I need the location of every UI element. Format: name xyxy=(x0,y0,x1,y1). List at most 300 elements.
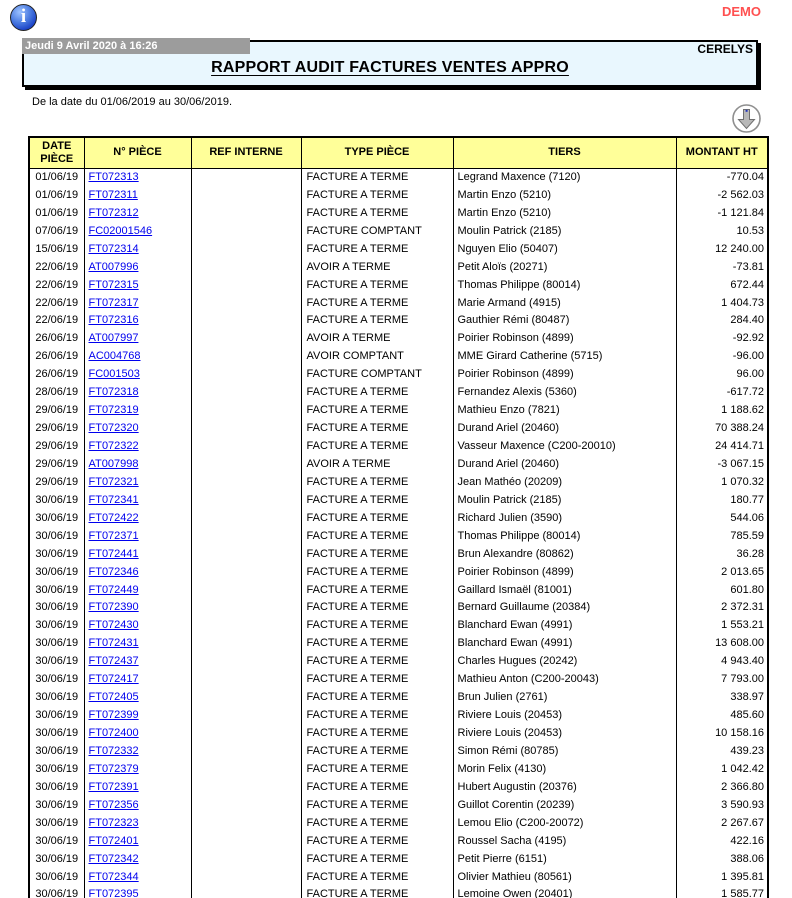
piece-link[interactable]: FT072441 xyxy=(88,547,139,560)
cell-montant-ht: 96.00 xyxy=(676,365,768,383)
cell-tiers: Petit Pierre (6151) xyxy=(453,850,676,868)
piece-link[interactable]: FT072342 xyxy=(88,852,139,865)
cell-ref-interne xyxy=(191,545,301,563)
cell-no-piece xyxy=(84,742,191,760)
cell-date-piece: 30/06/19 xyxy=(29,742,84,760)
cell-no-piece xyxy=(84,886,191,898)
cell-date-piece: 30/06/19 xyxy=(29,868,84,886)
col-header-date-piece: DATE PIÈCE xyxy=(29,137,84,168)
cell-date-piece: 22/06/19 xyxy=(29,258,84,276)
cell-tiers: Durand Ariel (20460) xyxy=(453,455,676,473)
cell-date-piece: 22/06/19 xyxy=(29,312,84,330)
cell-date-piece: 22/06/19 xyxy=(29,276,84,294)
cell-montant-ht: 24 414.71 xyxy=(676,437,768,455)
cell-ref-interne xyxy=(191,294,301,312)
piece-link[interactable]: FT072399 xyxy=(88,709,139,722)
cell-montant-ht: -617.72 xyxy=(676,383,768,401)
cell-tiers: Vasseur Maxence (C200-20010) xyxy=(453,437,676,455)
col-header-type-piece: TYPE PIÈCE xyxy=(301,137,453,168)
cell-date-piece: 30/06/19 xyxy=(29,814,84,832)
cell-no-piece xyxy=(84,814,191,832)
piece-link[interactable]: FT072395 xyxy=(88,887,139,898)
company-name: CERELYS xyxy=(697,42,753,56)
table-row xyxy=(29,491,768,509)
cell-montant-ht: 2 366.80 xyxy=(676,778,768,796)
report-datetime: Jeudi 9 Avril 2020 à 16:26 xyxy=(22,38,250,54)
cell-type-piece: FACTURE A TERME xyxy=(301,383,453,401)
table-row xyxy=(29,832,768,850)
cell-tiers: MME Girard Catherine (5715) xyxy=(453,347,676,365)
cell-ref-interne xyxy=(191,706,301,724)
piece-link[interactable]: FT072332 xyxy=(88,744,139,757)
cell-montant-ht: 284.40 xyxy=(676,312,768,330)
cell-ref-interne xyxy=(191,419,301,437)
piece-link[interactable]: AT007996 xyxy=(88,260,139,273)
cell-type-piece: FACTURE A TERME xyxy=(301,760,453,778)
cell-ref-interne xyxy=(191,796,301,814)
cell-tiers: Brun Julien (2761) xyxy=(453,688,676,706)
cell-tiers: Mathieu Anton (C200-20043) xyxy=(453,670,676,688)
demo-watermark: DEMO xyxy=(722,4,761,19)
cell-tiers: Martin Enzo (5210) xyxy=(453,186,676,204)
piece-link[interactable]: FT072341 xyxy=(88,493,139,506)
cell-type-piece: FACTURE A TERME xyxy=(301,473,453,491)
cell-montant-ht: 2 267.67 xyxy=(676,814,768,832)
cell-montant-ht: -73.81 xyxy=(676,258,768,276)
cell-ref-interne xyxy=(191,365,301,383)
cell-date-piece: 26/06/19 xyxy=(29,347,84,365)
piece-link[interactable]: FT072430 xyxy=(88,619,139,632)
col-header-no-piece: N° PIÈCE xyxy=(84,137,191,168)
cell-montant-ht: 10.53 xyxy=(676,222,768,240)
cell-no-piece xyxy=(84,204,191,222)
cell-montant-ht: 338.97 xyxy=(676,688,768,706)
cell-type-piece: FACTURE A TERME xyxy=(301,616,453,634)
table-row xyxy=(29,886,768,898)
piece-link[interactable]: FT072449 xyxy=(88,583,139,596)
piece-link[interactable]: FT072390 xyxy=(88,601,139,614)
cell-date-piece: 30/06/19 xyxy=(29,760,84,778)
cell-montant-ht: 1 585.77 xyxy=(676,886,768,898)
cell-montant-ht: -770.04 xyxy=(676,168,768,186)
cell-tiers: Guillot Corentin (20239) xyxy=(453,796,676,814)
cell-no-piece xyxy=(84,688,191,706)
cell-montant-ht: 439.23 xyxy=(676,742,768,760)
piece-link[interactable]: FT072437 xyxy=(88,655,139,668)
cell-date-piece: 30/06/19 xyxy=(29,545,84,563)
table-row xyxy=(29,616,768,634)
piece-link[interactable]: FT072322 xyxy=(88,440,139,453)
cell-date-piece: 30/06/19 xyxy=(29,724,84,742)
cell-date-piece: 30/06/19 xyxy=(29,778,84,796)
cell-montant-ht: 12 240.00 xyxy=(676,240,768,258)
piece-link[interactable]: FT072311 xyxy=(88,188,138,201)
cell-type-piece: FACTURE A TERME xyxy=(301,742,453,760)
cell-no-piece xyxy=(84,581,191,599)
cell-montant-ht: 388.06 xyxy=(676,850,768,868)
cell-date-piece: 29/06/19 xyxy=(29,419,84,437)
piece-link[interactable]: FT072312 xyxy=(88,206,139,219)
invoice-table-body xyxy=(29,168,768,898)
cell-montant-ht: -3 067.15 xyxy=(676,455,768,473)
cell-ref-interne xyxy=(191,455,301,473)
piece-link[interactable]: FT072319 xyxy=(88,404,139,417)
cell-no-piece xyxy=(84,437,191,455)
cell-tiers: Blanchard Ewan (4991) xyxy=(453,616,676,634)
cell-tiers: Lemou Elio (C200-20072) xyxy=(453,814,676,832)
cell-ref-interne xyxy=(191,868,301,886)
piece-link[interactable]: FT072318 xyxy=(88,386,139,399)
invoice-table xyxy=(28,136,769,898)
cell-ref-interne xyxy=(191,850,301,868)
cell-no-piece xyxy=(84,186,191,204)
cell-no-piece xyxy=(84,616,191,634)
date-range-subtitle: De la date du 01/06/2019 au 30/06/2019. xyxy=(32,96,233,108)
col-header-tiers: TIERS xyxy=(453,137,676,168)
piece-link[interactable]: FT072323 xyxy=(88,816,139,829)
cell-type-piece: FACTURE A TERME xyxy=(301,814,453,832)
cell-ref-interne xyxy=(191,204,301,222)
cell-ref-interne xyxy=(191,616,301,634)
table-row xyxy=(29,329,768,347)
cell-tiers: Roussel Sacha (4195) xyxy=(453,832,676,850)
cell-montant-ht: 10 158.16 xyxy=(676,724,768,742)
cell-no-piece xyxy=(84,401,191,419)
cell-montant-ht: 544.06 xyxy=(676,509,768,527)
cell-ref-interne xyxy=(191,599,301,617)
cell-montant-ht: 1 188.62 xyxy=(676,401,768,419)
cell-montant-ht: 2 372.31 xyxy=(676,599,768,617)
cell-tiers: Legrand Maxence (7120) xyxy=(453,168,676,186)
cell-type-piece: FACTURE A TERME xyxy=(301,419,453,437)
cell-montant-ht: 601.80 xyxy=(676,581,768,599)
cell-type-piece: FACTURE A TERME xyxy=(301,240,453,258)
table-row xyxy=(29,868,768,886)
piece-link[interactable]: AC004768 xyxy=(88,350,141,363)
piece-link[interactable]: FT072346 xyxy=(88,565,139,578)
cell-ref-interne xyxy=(191,832,301,850)
invoice-table-header xyxy=(29,137,768,168)
cell-tiers: Marie Armand (4915) xyxy=(453,294,676,312)
info-icon-glyph: i xyxy=(20,6,27,27)
col-header-montant-ht: MONTANT HT xyxy=(676,137,768,168)
cell-ref-interne xyxy=(191,401,301,419)
cell-date-piece: 30/06/19 xyxy=(29,616,84,634)
cell-date-piece: 07/06/19 xyxy=(29,222,84,240)
cell-type-piece: FACTURE A TERME xyxy=(301,491,453,509)
cell-tiers: Lemoine Owen (20401) xyxy=(453,886,676,898)
table-row xyxy=(29,742,768,760)
cell-type-piece: FACTURE A TERME xyxy=(301,168,453,186)
cell-type-piece: FACTURE A TERME xyxy=(301,509,453,527)
cell-tiers: Jean Mathéo (20209) xyxy=(453,473,676,491)
cell-tiers: Poirier Robinson (4899) xyxy=(453,365,676,383)
cell-type-piece: FACTURE A TERME xyxy=(301,652,453,670)
table-row xyxy=(29,634,768,652)
cell-montant-ht: 70 388.24 xyxy=(676,419,768,437)
cell-type-piece: FACTURE A TERME xyxy=(301,886,453,898)
cell-date-piece: 26/06/19 xyxy=(29,329,84,347)
cell-no-piece xyxy=(84,258,191,276)
cell-no-piece xyxy=(84,545,191,563)
cell-montant-ht: 7 793.00 xyxy=(676,670,768,688)
cell-date-piece: 29/06/19 xyxy=(29,473,84,491)
cell-type-piece: FACTURE A TERME xyxy=(301,796,453,814)
table-row xyxy=(29,760,768,778)
piece-link[interactable]: FT072344 xyxy=(88,870,139,883)
cell-montant-ht: -1 121.84 xyxy=(676,204,768,222)
piece-link[interactable]: FT072317 xyxy=(88,296,139,309)
cell-no-piece xyxy=(84,832,191,850)
piece-link[interactable]: FC02001546 xyxy=(88,224,153,237)
piece-link[interactable]: FT072400 xyxy=(88,727,139,740)
cell-no-piece xyxy=(84,329,191,347)
table-row xyxy=(29,186,768,204)
piece-link[interactable]: FT072321 xyxy=(88,475,139,488)
cell-montant-ht: 1 042.42 xyxy=(676,760,768,778)
cell-type-piece: FACTURE A TERME xyxy=(301,832,453,850)
table-row xyxy=(29,563,768,581)
cell-date-piece: 30/06/19 xyxy=(29,581,84,599)
cell-type-piece: FACTURE A TERME xyxy=(301,186,453,204)
piece-link[interactable]: FT072315 xyxy=(88,278,139,291)
cell-date-piece: 30/06/19 xyxy=(29,563,84,581)
cell-date-piece: 30/06/19 xyxy=(29,670,84,688)
cell-no-piece xyxy=(84,652,191,670)
table-row xyxy=(29,365,768,383)
cell-type-piece: FACTURE A TERME xyxy=(301,563,453,581)
cell-tiers: Charles Hugues (20242) xyxy=(453,652,676,670)
cell-ref-interne xyxy=(191,276,301,294)
cell-no-piece xyxy=(84,491,191,509)
cell-date-piece: 30/06/19 xyxy=(29,886,84,898)
cell-type-piece: FACTURE A TERME xyxy=(301,545,453,563)
table-row xyxy=(29,383,768,401)
cell-no-piece xyxy=(84,850,191,868)
table-row xyxy=(29,706,768,724)
cell-tiers: Thomas Philippe (80014) xyxy=(453,527,676,545)
cell-ref-interne xyxy=(191,634,301,652)
cell-ref-interne xyxy=(191,527,301,545)
cell-date-piece: 30/06/19 xyxy=(29,652,84,670)
cell-date-piece: 29/06/19 xyxy=(29,455,84,473)
cell-type-piece: FACTURE A TERME xyxy=(301,527,453,545)
cell-no-piece xyxy=(84,294,191,312)
table-row xyxy=(29,581,768,599)
piece-link[interactable]: FT072417 xyxy=(88,673,139,686)
cell-date-piece: 30/06/19 xyxy=(29,599,84,617)
cell-type-piece: AVOIR COMPTANT xyxy=(301,347,453,365)
cell-montant-ht: 3 590.93 xyxy=(676,796,768,814)
cell-montant-ht: 785.59 xyxy=(676,527,768,545)
cell-tiers: Simon Rémi (80785) xyxy=(453,742,676,760)
cell-montant-ht: -96.00 xyxy=(676,347,768,365)
table-row xyxy=(29,688,768,706)
cell-ref-interne xyxy=(191,886,301,898)
cell-date-piece: 30/06/19 xyxy=(29,491,84,509)
cell-type-piece: FACTURE A TERME xyxy=(301,670,453,688)
cell-date-piece: 29/06/19 xyxy=(29,401,84,419)
cell-tiers: Riviere Louis (20453) xyxy=(453,724,676,742)
piece-link[interactable]: FT072422 xyxy=(88,511,139,524)
cell-date-piece: 26/06/19 xyxy=(29,365,84,383)
table-row xyxy=(29,545,768,563)
piece-link[interactable]: FT072401 xyxy=(88,834,139,847)
table-row xyxy=(29,599,768,617)
table-row xyxy=(29,850,768,868)
table-row xyxy=(29,204,768,222)
cell-no-piece xyxy=(84,634,191,652)
cell-montant-ht: 36.28 xyxy=(676,545,768,563)
cell-tiers: Nguyen Elio (50407) xyxy=(453,240,676,258)
cell-type-piece: FACTURE A TERME xyxy=(301,706,453,724)
piece-link[interactable]: AT007998 xyxy=(88,457,139,470)
table-row xyxy=(29,312,768,330)
cell-ref-interne xyxy=(191,742,301,760)
cell-tiers: Riviere Louis (20453) xyxy=(453,706,676,724)
table-row xyxy=(29,778,768,796)
cell-ref-interne xyxy=(191,329,301,347)
cell-no-piece xyxy=(84,670,191,688)
cell-montant-ht: 2 013.65 xyxy=(676,563,768,581)
cell-montant-ht: 4 943.40 xyxy=(676,652,768,670)
cell-tiers: Fernandez Alexis (5360) xyxy=(453,383,676,401)
cell-tiers: Olivier Mathieu (80561) xyxy=(453,868,676,886)
cell-no-piece xyxy=(84,240,191,258)
down-arrow-icon[interactable] xyxy=(731,103,762,134)
cell-type-piece: FACTURE A TERME xyxy=(301,778,453,796)
table-row xyxy=(29,527,768,545)
cell-type-piece: FACTURE COMPTANT xyxy=(301,222,453,240)
cell-montant-ht: -92.92 xyxy=(676,329,768,347)
cell-type-piece: FACTURE A TERME xyxy=(301,401,453,419)
cell-date-piece: 30/06/19 xyxy=(29,832,84,850)
table-row xyxy=(29,347,768,365)
piece-link[interactable]: AT007997 xyxy=(88,332,139,345)
piece-link[interactable]: FT072371 xyxy=(88,529,139,542)
cell-no-piece xyxy=(84,347,191,365)
cell-type-piece: FACTURE A TERME xyxy=(301,437,453,455)
cell-montant-ht: 422.16 xyxy=(676,832,768,850)
cell-ref-interne xyxy=(191,240,301,258)
cell-ref-interne xyxy=(191,778,301,796)
cell-date-piece: 30/06/19 xyxy=(29,688,84,706)
cell-tiers: Morin Felix (4130) xyxy=(453,760,676,778)
cell-date-piece: 01/06/19 xyxy=(29,186,84,204)
piece-link[interactable]: FT072320 xyxy=(88,422,139,435)
cell-tiers: Thomas Philippe (80014) xyxy=(453,276,676,294)
cell-ref-interne xyxy=(191,222,301,240)
table-row xyxy=(29,814,768,832)
cell-ref-interne xyxy=(191,724,301,742)
piece-link[interactable]: FT072379 xyxy=(88,762,139,775)
info-icon[interactable] xyxy=(10,4,37,31)
piece-link[interactable]: FT072313 xyxy=(88,171,139,184)
cell-type-piece: FACTURE A TERME xyxy=(301,868,453,886)
cell-tiers: Richard Julien (3590) xyxy=(453,509,676,527)
cell-tiers: Brun Alexandre (80862) xyxy=(453,545,676,563)
cell-tiers: Gaillard Ismaël (81001) xyxy=(453,581,676,599)
cell-date-piece: 30/06/19 xyxy=(29,850,84,868)
cell-tiers: Moulin Patrick (2185) xyxy=(453,222,676,240)
cell-ref-interne xyxy=(191,258,301,276)
cell-no-piece xyxy=(84,383,191,401)
cell-ref-interne xyxy=(191,814,301,832)
cell-ref-interne xyxy=(191,760,301,778)
cell-no-piece xyxy=(84,760,191,778)
cell-no-piece xyxy=(84,222,191,240)
cell-type-piece: AVOIR A TERME xyxy=(301,455,453,473)
cell-ref-interne xyxy=(191,186,301,204)
table-row xyxy=(29,401,768,419)
cell-date-piece: 30/06/19 xyxy=(29,527,84,545)
cell-montant-ht: 1 553.21 xyxy=(676,616,768,634)
cell-type-piece: FACTURE A TERME xyxy=(301,688,453,706)
cell-no-piece xyxy=(84,276,191,294)
piece-link[interactable]: FT072356 xyxy=(88,798,139,811)
cell-montant-ht: 180.77 xyxy=(676,491,768,509)
cell-tiers: Poirier Robinson (4899) xyxy=(453,563,676,581)
piece-link[interactable]: FT072431 xyxy=(88,637,139,650)
cell-montant-ht: 1 070.32 xyxy=(676,473,768,491)
cell-ref-interne xyxy=(191,670,301,688)
piece-link[interactable]: FT072314 xyxy=(88,242,139,255)
cell-montant-ht: 485.60 xyxy=(676,706,768,724)
cell-ref-interne xyxy=(191,312,301,330)
table-row xyxy=(29,437,768,455)
cell-date-piece: 28/06/19 xyxy=(29,383,84,401)
cell-type-piece: FACTURE A TERME xyxy=(301,204,453,222)
cell-date-piece: 22/06/19 xyxy=(29,294,84,312)
cell-no-piece xyxy=(84,365,191,383)
cell-type-piece: FACTURE A TERME xyxy=(301,850,453,868)
cell-type-piece: FACTURE A TERME xyxy=(301,724,453,742)
cell-tiers: Blanchard Ewan (4991) xyxy=(453,634,676,652)
cell-type-piece: FACTURE A TERME xyxy=(301,312,453,330)
cell-tiers: Bernard Guillaume (20384) xyxy=(453,599,676,617)
table-row xyxy=(29,276,768,294)
cell-ref-interne xyxy=(191,563,301,581)
piece-link[interactable]: FT072405 xyxy=(88,691,139,704)
cell-no-piece xyxy=(84,599,191,617)
piece-link[interactable]: FT072391 xyxy=(88,780,139,793)
cell-ref-interne xyxy=(191,581,301,599)
cell-ref-interne xyxy=(191,473,301,491)
cell-montant-ht: 672.44 xyxy=(676,276,768,294)
page-title: RAPPORT AUDIT FACTURES VENTES APPRO xyxy=(211,59,569,76)
piece-link[interactable]: FT072316 xyxy=(88,314,139,327)
cell-date-piece: 01/06/19 xyxy=(29,204,84,222)
cell-no-piece xyxy=(84,455,191,473)
cell-tiers: Moulin Patrick (2185) xyxy=(453,491,676,509)
cell-no-piece xyxy=(84,778,191,796)
col-header-ref-interne: REF INTERNE xyxy=(191,137,301,168)
cell-type-piece: AVOIR A TERME xyxy=(301,329,453,347)
table-row xyxy=(29,240,768,258)
cell-ref-interne xyxy=(191,347,301,365)
cell-type-piece: FACTURE A TERME xyxy=(301,294,453,312)
cell-type-piece: FACTURE COMPTANT xyxy=(301,365,453,383)
piece-link[interactable]: FC001503 xyxy=(88,368,140,381)
table-row xyxy=(29,473,768,491)
cell-date-piece: 30/06/19 xyxy=(29,509,84,527)
table-row xyxy=(29,455,768,473)
cell-tiers: Petit Aloïs (20271) xyxy=(453,258,676,276)
cell-no-piece xyxy=(84,724,191,742)
table-row xyxy=(29,419,768,437)
table-row xyxy=(29,258,768,276)
cell-montant-ht: -2 562.03 xyxy=(676,186,768,204)
